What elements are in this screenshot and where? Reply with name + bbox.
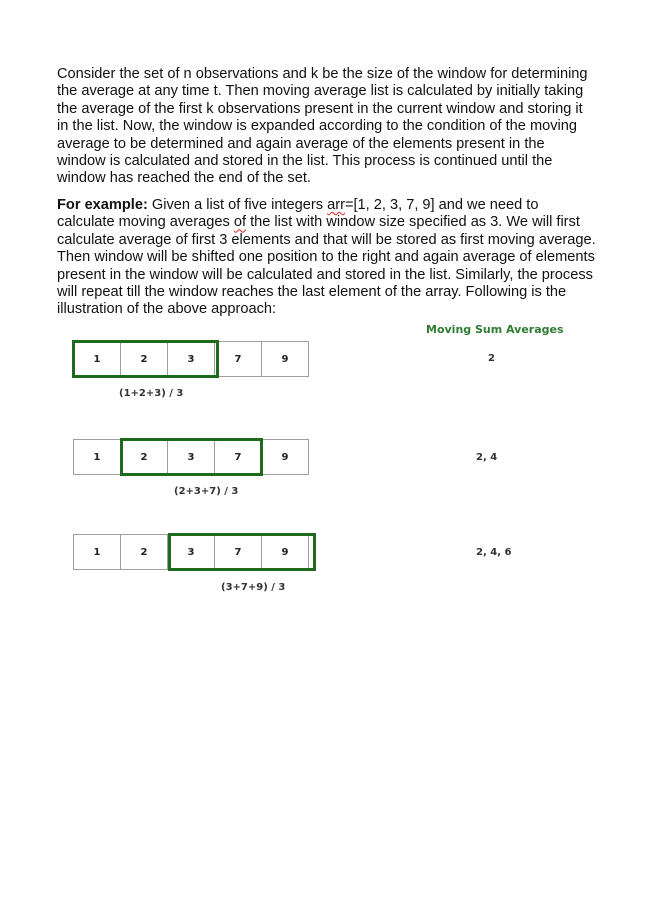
array-cell: 3	[167, 534, 215, 570]
averages-step-1: 2	[488, 353, 495, 364]
array-cell: 9	[261, 439, 309, 475]
window-highlight-step-1	[72, 340, 219, 378]
averages-step-3: 2, 4, 6	[476, 547, 512, 558]
array-cell: 2	[120, 439, 168, 475]
array-cell: 9	[261, 534, 309, 570]
example-text-c: the list with window size specified as 3. We will first calculate average of first 3 elements and that will be stored as first moving average. Then window will be shifted one position to the right and again average of elements present in the window will be calculated and stored in the list. Similarly, the process will repeat till the window reaches the last element of the array. Following is the illustration of the above approach:	[57, 214, 596, 318]
array-cell: 2	[120, 534, 168, 570]
example-label: For example:	[57, 197, 148, 213]
window-highlight-step-2	[120, 438, 263, 476]
array-cell: 1	[73, 439, 121, 475]
array-cell: 3	[167, 341, 215, 377]
array-cell: 7	[214, 534, 262, 570]
formula-step-2: (2+3+7) / 3	[174, 486, 239, 497]
array-cell: 7	[214, 439, 262, 475]
example-paragraph	[57, 197, 597, 319]
array-cell: 1	[73, 534, 121, 570]
array-cell: 7	[214, 341, 262, 377]
window-highlight-step-3	[168, 533, 316, 571]
formula-step-1: (1+2+3) / 3	[119, 388, 184, 399]
example-text-a: Given a list of five integers	[147, 197, 328, 213]
example-text-b: =[1, 2, 3, 7, 9] and we need to calculate moving averages	[57, 197, 539, 231]
averages-step-2: 2, 4	[476, 452, 498, 463]
arr-word: arr	[327, 197, 345, 213]
moving-sum-averages-heading: Moving Sum Averages	[426, 323, 564, 336]
array-cell: 2	[120, 341, 168, 377]
formula-step-3: (3+7+9) / 3	[221, 582, 286, 593]
array-cell: 3	[167, 439, 215, 475]
intro-paragraph: Consider the set of n observations and k be the size of the window for determining the average at any time t. Then moving average list is calculated by initially taking the average of the first k observations present in the current window and storing it in the list. Now, the window is expanded according to the condition of the moving average to be determined and again average of the elements present in the window is calculated and stored in the list. This process is continued until the window has reached the end of the set.	[57, 66, 588, 187]
array-cell: 9	[261, 341, 309, 377]
of-word: of	[233, 214, 247, 231]
array-cell: 1	[73, 341, 121, 377]
